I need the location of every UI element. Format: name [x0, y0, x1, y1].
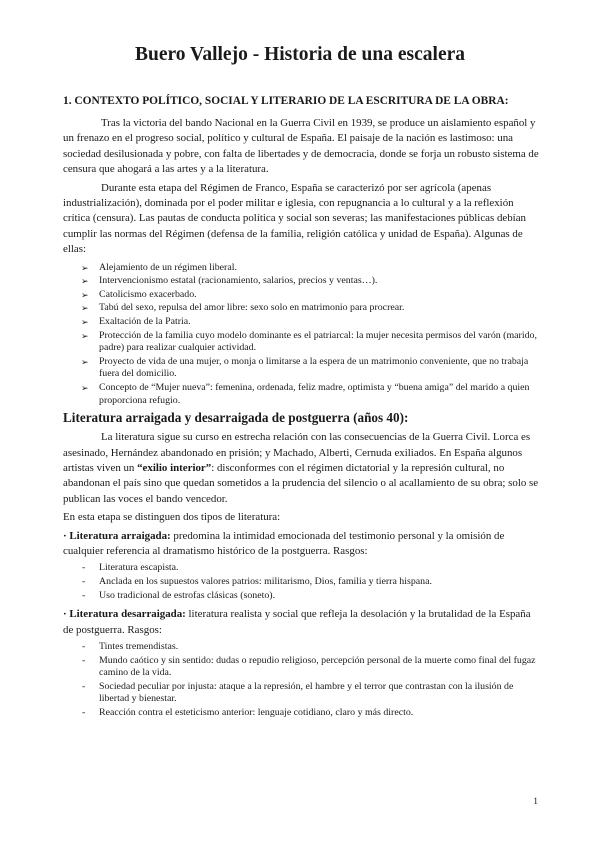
exilio-interior-term: “exilio interior” — [137, 462, 212, 474]
section-heading-literature: Literatura arraigada y desarraigada de postguerra (años 40): — [63, 410, 409, 426]
paragraph: Tras la victoria del bando Nacional en la Guerra Civil en 1939, se produce un aislamiento español y un frenazo en el progreso social, político y cultural de España. El paisaje de la nación es lastimoso: una sociedad desilusionada y pobre, con falta de libertades y de democracia, donde se forja un robusto sistema de censura que ahogará a las artes y a la literatura. — [63, 117, 539, 176]
bullet-marker-icon: - — [82, 576, 86, 588]
list-item — [63, 289, 540, 302]
paragraph-text: : disconformes con el régimen dictatorial y la represión cultural, no abandonan el país sino que quedan sometidos a la prudencia del silencio o al acallamiento de su obra; solo se publican las voces el bando vencedor. — [63, 462, 539, 505]
list-item — [63, 382, 540, 407]
list-item — [63, 330, 540, 355]
list-item-text: Tintes tremendistas. — [99, 641, 179, 653]
arraigada-text: predomina la intimidad emocionada del testimonio personal y la omisión de cualquier referencia al dramatismo histórico de la postguerra. Rasgos: — [63, 529, 505, 558]
bullet-marker-icon: ➢ — [81, 262, 89, 273]
paragraph-text: La literatura sigue su curso en estrecha relación con las consecuencias de la Guerra Civil. Lorca es asesinado, Hernández abandonado en prisión; y Machado, Alberti, Cernuda exiliados. En España algunos artistas viven un — [63, 431, 531, 474]
list-item-text: Catolicismo exacerbado. — [99, 288, 197, 300]
bullet-marker-icon: ➢ — [81, 276, 89, 287]
bullet-marker-icon: ➢ — [81, 317, 89, 328]
list-item-text: Exaltación de la Patria. — [99, 316, 191, 328]
list-item-text: Literatura escapista. — [99, 562, 179, 574]
list-item-text: Mundo caótico y sin sentido: dudas o repudio religioso, percepción personal de la muerte como final del fugaz camino de la vida. — [99, 654, 536, 679]
bullet-marker-icon: - — [82, 641, 86, 653]
bullet-marker-icon: - — [82, 680, 86, 692]
list-item-text: Concepto de “Mujer nueva”: femenina, ordenada, feliz madre, optimista y “buena amiga” del marido a quien proporciona refugio. — [99, 382, 530, 406]
list-item-text: Reacción contra el esteticismo anterior: lenguaje cotidiano, claro y más directo. — [99, 707, 414, 718]
bullet-marker-icon: ➢ — [81, 303, 89, 314]
list-item-text: Tabú del sexo, repulsa del amor libre: sexo solo en matrimonio para procrear. — [99, 302, 405, 314]
bullet-marker-icon: - — [82, 562, 86, 574]
list-item-text: Anclada en los supuestos valores patrios: militarismo, Dios, familia y tierra hispana. — [99, 576, 432, 588]
list-item — [63, 316, 540, 329]
list-item — [63, 655, 540, 680]
bullet-marker-icon: ➢ — [81, 356, 89, 367]
list-item-text: Uso tradicional de estrofas clásicas (soneto). — [99, 589, 276, 601]
desarraigada-text: literatura realista y social que refleja la desolación y la brutalidad de la España de postguerra. Rasgos: — [63, 608, 531, 636]
list-item — [63, 562, 540, 575]
list-item — [63, 576, 540, 589]
bullet-marker-icon: - — [82, 589, 86, 601]
paragraph — [63, 430, 540, 507]
list-item — [63, 302, 540, 315]
page-number: 1 — [533, 797, 538, 807]
list-item — [63, 356, 540, 381]
document-title: Buero Vallejo - Historia de una escalera — [134, 44, 466, 65]
list-item — [63, 681, 540, 706]
list-item — [63, 590, 540, 603]
desarraigada-traits-list — [63, 641, 540, 720]
bullet-marker-icon: ➢ — [81, 330, 89, 341]
arraigada-label: · Literatura arraigada: — [63, 529, 171, 542]
desarraigada-label: · Literatura desarraigada: — [63, 608, 186, 621]
list-item-text: Proyecto de vida de una mujer, o monja o limitarse a la espera de un matrimonio conveniente, que no trabaja fuera del domicilio. — [99, 355, 529, 380]
paragraph: Durante esta etapa del Régimen de Franco, España se caracterizó por ser agrícola (apenas industrialización), dominada por el poder militar e iglesia, con repugnancia a lo cultural y a la reflexión crítica (censura). Las pautas de conducta política y social son severas; las manifestaciones públicas debían cumplir las normas del Régimen (defensa de la familia, religión católica y unidad de España). Algunas de ellas: — [63, 181, 526, 256]
list-item — [63, 707, 540, 720]
bullet-marker-icon: ➢ — [81, 289, 89, 300]
document-body — [63, 95, 540, 725]
bullet-marker-icon: - — [82, 707, 86, 718]
list-item — [63, 262, 540, 275]
paragraph: En esta etapa se distinguen dos tipos de literatura: — [63, 511, 281, 524]
list-item-text: Protección de la familia cuyo modelo dominante es el patriarcal: la mujer necesita permisos del varón (marido, padre) para realizar cualquier actividad. — [99, 329, 537, 354]
arraigada-paragraph — [63, 529, 540, 560]
arraigada-traits-list — [63, 562, 540, 602]
list-item — [63, 641, 540, 654]
regime-norms-list — [63, 262, 540, 408]
list-item-text: Intervencionismo estatal (racionamiento, salarios, precios y ventas…). — [99, 275, 378, 287]
bullet-marker-icon: - — [82, 654, 86, 666]
list-item-text: Sociedad peculiar por injusta: ataque a la represión, el hambre y el terror que contrastan con la ilusión de libertad y bienestar. — [99, 680, 514, 705]
list-item-text: Alejamiento de un régimen liberal. — [99, 261, 237, 273]
bullet-marker-icon: ➢ — [81, 383, 89, 393]
section-heading-context: 1. CONTEXTO POLÍTICO, SOCIAL Y LITERARIO DE LA ESCRITURA DE LA OBRA: — [63, 95, 509, 107]
desarraigada-paragraph — [63, 607, 540, 638]
list-item — [63, 275, 540, 288]
